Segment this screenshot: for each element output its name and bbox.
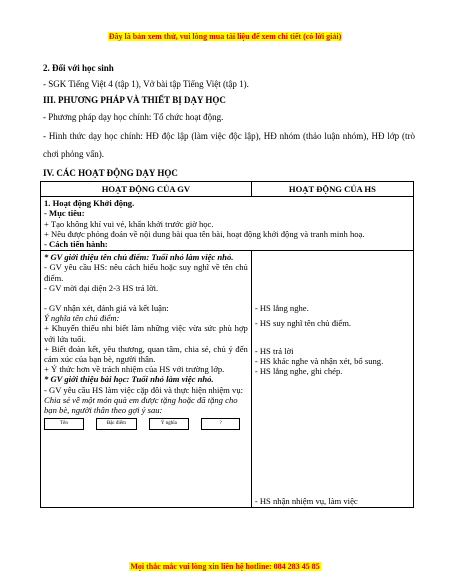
lesson-plan-table bbox=[40, 181, 414, 508]
preview-banner-text: Đây là bản xem thử, vui lòng mua tài liệu để xem chi tiết (có lời giải) bbox=[108, 32, 342, 41]
mini-header-other: ? bbox=[202, 419, 240, 430]
hs-line-3: - HS trả lời bbox=[254, 345, 294, 356]
hs-line-1: - HS lắng nghe. bbox=[254, 303, 309, 314]
hs-cell bbox=[251, 251, 413, 508]
gv-line-2: - GV mời đại diện 2-3 HS trả lời. bbox=[44, 282, 159, 293]
activity1-title: 1. Hoạt động Khởi động. bbox=[44, 198, 135, 209]
gv-intro-theme: * GV giới thiệu tên chủ điểm: Tuổi nhỏ làm việc nhỏ. bbox=[44, 252, 234, 263]
mini-header-feature: Đặc điểm bbox=[96, 419, 136, 430]
hotline-banner bbox=[0, 562, 450, 571]
mini-header-name: Tên bbox=[45, 419, 84, 430]
hs-line-5: - HS lắng nghe, ghi chép. bbox=[254, 366, 343, 377]
activity1-cell bbox=[41, 197, 414, 251]
gv-line-3: - GV nhận xét, đánh giá và kết luận: bbox=[44, 303, 169, 314]
gv-line-5: + Khuyến thiếu nhi biết làm những việc vừa sức phù hợp với lứa tuổi. bbox=[44, 323, 248, 344]
gv-line-4: Ý nghĩa tên chủ điểm: bbox=[44, 313, 120, 324]
hs-line-6: - HS nhận nhiệm vụ, làm việc bbox=[254, 496, 358, 507]
hotline-banner-text: Mọi thắc mắc vui lòng xin liên hệ hotline: 084 283 45 85 bbox=[130, 562, 320, 571]
table-header-row bbox=[41, 182, 414, 197]
goal-2: + Nêu được phỏng đoán về nội dung bài qua tên bài, hoạt động khởi động và tranh minh hoạ. bbox=[44, 228, 365, 239]
section3-heading: III. PHƯƠNG PHÁP VÀ THIẾT BỊ DẠY HỌC bbox=[43, 95, 226, 105]
gv-line-7: + Ý thức hơn về trách nhiệm của HS với trường lớp. bbox=[44, 364, 225, 375]
goal-1: + Tạo không khí vui vẻ, khấn khởi trước giờ học. bbox=[44, 218, 214, 229]
gv-line-6: + Biết đoàn kết, yêu thương, quan tâm, chia sẻ, chủ ý đến cảm xúc của bạn bè, người thân. bbox=[44, 343, 248, 365]
preview-banner bbox=[0, 32, 450, 41]
gv-line-9: Chia sẻ về một món quà em được tặng hoặc đã tặng cho bạn bè, người thân theo gợi ý sau: bbox=[44, 394, 238, 416]
gv-line-8: - GV yêu cầu HS làm việc cặp đôi và thực hiện nhiệm vụ: bbox=[44, 384, 243, 395]
gv-intro-lesson: * GV giới thiệu bài học: Tuổi nhỏ làm việc nhỏ. bbox=[44, 374, 214, 385]
mini-header-meaning: Ý nghĩa bbox=[149, 419, 189, 430]
activity1-row bbox=[41, 197, 414, 251]
section4-heading: IV. CÁC HOẠT ĐỘNG DẠY HỌC bbox=[43, 168, 178, 178]
header-gv: HOẠT ĐỘNG CỦA GV bbox=[41, 182, 252, 197]
header-hs: HOẠT ĐỘNG CỦA HS bbox=[251, 182, 413, 197]
goal-label: - Mục tiêu: bbox=[44, 208, 85, 219]
hs-line-2: - HS suy nghĩ tên chủ điểm. bbox=[254, 318, 352, 329]
hs-line-4: - HS khác nghe và nhận xét, bổ sung. bbox=[254, 355, 384, 366]
gift-template-table bbox=[44, 418, 240, 430]
section2-line: - SGK Tiếng Việt 4 (tập 1), Vở bài tập Tiếng Việt (tập 1). bbox=[43, 79, 249, 89]
gv-line-1: - GV yêu cầu HS: nêu cách hiểu hoặc suy nghĩ về tên chủ điểm. bbox=[44, 262, 248, 283]
activities-row bbox=[41, 251, 414, 508]
gv-cell bbox=[41, 251, 252, 508]
method-label: - Cách tiến hành: bbox=[44, 239, 108, 250]
section3-line2: - Hình thức dạy học chính: HĐ độc lập (làm việc độc lập), HĐ nhóm (thảo luận nhóm), HĐ lớp (trò chơi phỏng vấn). bbox=[43, 131, 415, 159]
section2-heading: 2. Đối với học sinh bbox=[43, 63, 114, 73]
section3-line1: - Phương pháp dạy học chính: Tổ chức hoạt động. bbox=[43, 112, 224, 122]
